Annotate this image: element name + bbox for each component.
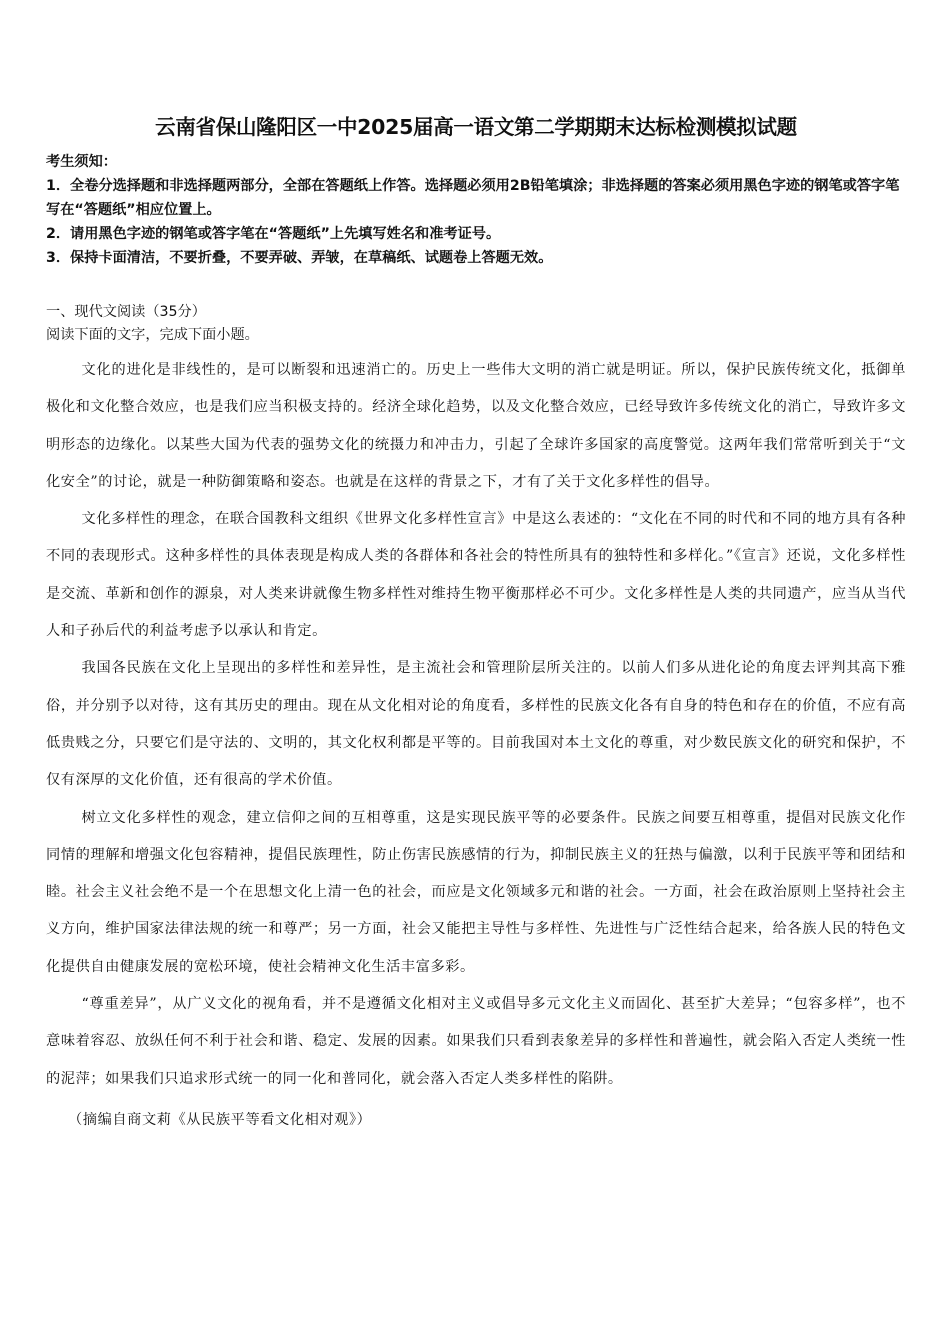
exam-page (46, 112, 906, 1132)
candidate-notice (46, 150, 906, 270)
notice-heading: 考生须知： (46, 154, 117, 170)
passage-paragraph-3: 我国各民族在文化上呈现出的多样性和差异性，是主流社会和管理阶层所关注的。以前人们多从进化论的角度去评判其高下雅俗，并分别予以对待，这有其历史的理由。现在从文化相对论的角度看，多样性的民族文化各有自身的特色和存在的价值，不应有高低贵贱之分，只要它们是守法的、文明的，其文化权利都是平等的。目前我国对本土文化的尊重，对少数民族文化的研究和保护，不仅有深厚的文化价值，还有很高的学术价值。 (46, 660, 906, 789)
passage-paragraph-5: “尊重差异”，从广义文化的视角看，并不是遵循文化相对主义或倡导多元文化主义而固化、甚至扩大差异；“包容多样”，也不意味着容忍、放纵任何不利于社会和谐、稳定、发展的因素。如果我们只看到表象差异的多样性和普遍性，就会陷入否定人类统一性的泥萍；如果我们只追求形式统一的同一化和普同化，就会落入否定人类多样性的陷阱。 (46, 996, 906, 1087)
reading-passage (46, 352, 906, 1098)
reading-instruction: 阅读下面的文字，完成下面小题。 (46, 327, 259, 343)
exam-title: 云南省保山隆阳区一中2025届高一语文第二学期期末达标检测模拟试题 (155, 115, 797, 139)
section-heading: 一、现代文阅读（35分） (46, 304, 206, 320)
notice-item-3: 3．保持卡面清洁，不要折叠，不要弄破、弄皱，在草稿纸、试题卷上答题无效。 (46, 250, 553, 266)
passage-paragraph-1: 文化的进化是非线性的，是可以断裂和迅速消亡的。历史上一些伟大文明的消亡就是明证。所以，保护民族传统文化，抵御单极化和文化整合效应，也是我们应当积极支持的。经济全球化趋势，以及文化整合效应，已经导致许多传统文化的消亡，导致许多文明形态的边缘化。以某些大国为代表的强势文化的统摄力和冲击力，引起了全球许多国家的高度警觉。这两年我们常常听到关于“文化安全”的讨论，就是一种防御策略和姿态。也就是在这样的背景之下，才有了关于文化多样性的倡导。 (46, 362, 906, 490)
passage-paragraph-4: 树立文化多样性的观念，建立信仰之间的互相尊重，这是实现民族平等的必要条件。民族之间要互相尊重，提倡对民族文化作同情的理解和增强文化包容精神，提倡民族理性，防止伤害民族感情的行为，抑制民族主义的狂热与偏激，以利于民族平等和团结和睦。社会主义社会绝不是一个在思想文化上清一色的社会，而应是文化领域多元和谐的社会。一方面，社会在政治原则上坚持社会主义方向，维护国家法律法规的统一和尊严；另一方面，社会又能把主导性与多样性、先进性与广泛性结合起来，给各族人民的特色文化提供自由健康发展的宽松环境，使社会精神文化生活丰富多彩。 (46, 809, 906, 975)
passage-source: （摘编自商文莉《从民族平等看文化相对观》） (68, 1111, 372, 1128)
notice-item-2: 2．请用黑色字迹的钢笔或答字笔在“答题纸”上先填写姓名和准考证号。 (46, 226, 501, 242)
passage-paragraph-2: 文化多样性的理念，在联合国教科文组织《世界文化多样性宣言》中是这么表述的：“文化在不同的时代和不同的地方具有各种不同的表现形式。这种多样性的具体表现是构成人类的各群体和各社会的特性所具有的独特性和多样化。”《宣言》还说，文化多样性是交流、革新和创作的源泉，对人类来讲就像生物多样性对维持生物平衡那样必不可少。文化多样性是人类的共同遗产，应当从当代人和子孙后代的利益考虑予以承认和肯定。 (46, 511, 906, 640)
notice-item-1: 1．全卷分选择题和非选择题两部分，全部在答题纸上作答。选择题必须用2B铅笔填涂；非选择题的答案必须用黑色字迹的钢笔或答字笔写在“答题纸”相应位置上。 (46, 178, 900, 218)
